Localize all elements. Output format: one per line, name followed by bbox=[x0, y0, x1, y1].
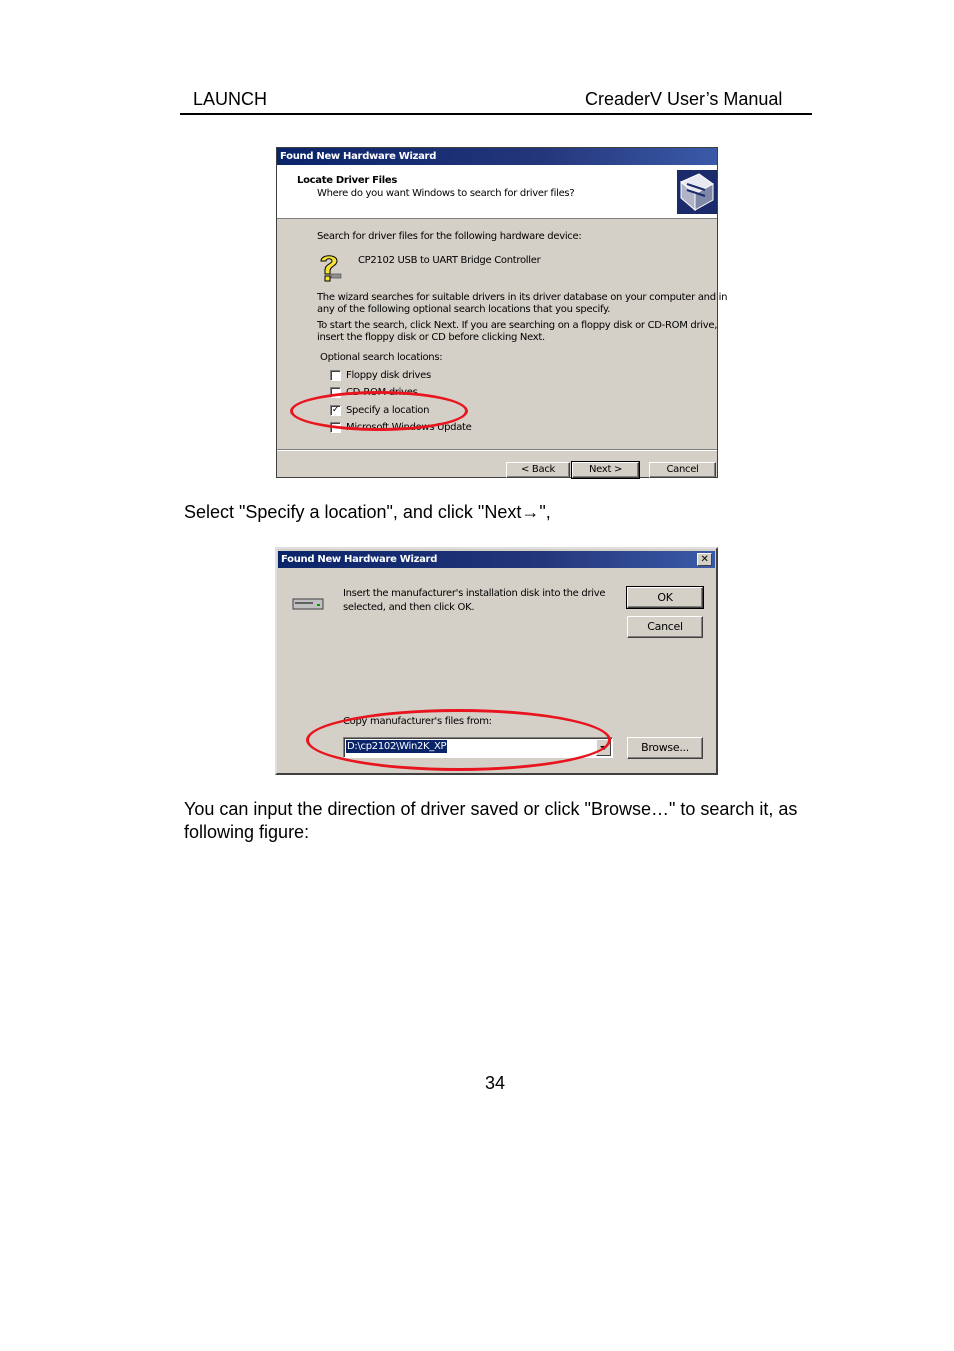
copy-files-from-label: Copy manufacturer's files from: bbox=[343, 716, 492, 727]
dialog2-titlebar: Found New Hardware Wizard bbox=[278, 551, 715, 568]
optional-locations-label: Optional search locations: bbox=[320, 352, 443, 363]
option-windows-update-label: Microsoft Windows Update bbox=[346, 422, 472, 433]
dialog1-titlebar: Found New Hardware Wizard bbox=[277, 148, 717, 165]
wizard-dialog-locate-driver bbox=[276, 147, 728, 478]
back-button[interactable]: < Back bbox=[506, 462, 570, 478]
checkbox-specify-location[interactable]: ✓ bbox=[331, 405, 340, 415]
desc1-line1: The wizard searches for suitable drivers in its driver database on your computer and in bbox=[317, 292, 728, 303]
cancel-button[interactable]: Cancel bbox=[627, 616, 703, 638]
cancel-button[interactable]: Cancel bbox=[649, 462, 716, 478]
header-rule bbox=[180, 113, 812, 115]
instruction-specify-location: Select "Specify a location", and click "Next→", bbox=[184, 502, 551, 522]
hardware-wizard-icon bbox=[677, 170, 717, 214]
highlight-circle-path-field bbox=[306, 709, 611, 771]
dialog2-message-line1: Insert the manufacturer's installation disk into the drive bbox=[343, 588, 606, 599]
desc1-line2: any of the following optional search locations that you specify. bbox=[317, 304, 611, 315]
wizard-dialog-insert-disk bbox=[275, 547, 718, 775]
disk-drive-icon bbox=[292, 596, 324, 612]
dialog2-message-line2: selected, and then click OK. bbox=[343, 602, 475, 613]
device-name: CP2102 USB to UART Bridge Controller bbox=[358, 255, 541, 266]
option-specify-location-label: Specify a location bbox=[346, 405, 430, 416]
highlight-circle-specify-location bbox=[290, 391, 468, 431]
dialog1-heading: Locate Driver Files bbox=[297, 175, 398, 186]
desc2-line2: insert the floppy disk or CD before clicking Next. bbox=[317, 332, 545, 343]
dialog1-header-panel bbox=[277, 165, 717, 219]
unknown-device-question-icon bbox=[317, 252, 343, 284]
desc2-line1: To start the search, click Next. If you are searching on a floppy disk or CD-ROM drive, bbox=[317, 320, 718, 331]
next-button[interactable]: Next > bbox=[572, 462, 639, 478]
header-left-brand: LAUNCH bbox=[193, 89, 268, 109]
close-icon[interactable]: ✕ bbox=[697, 553, 712, 566]
header-right-title: CreaderV User’s Manual bbox=[585, 89, 783, 109]
option-floppy-label: Floppy disk drives bbox=[346, 370, 431, 381]
ok-button[interactable]: OK bbox=[627, 587, 703, 608]
search-for-label: Search for driver files for the following hardware device: bbox=[317, 231, 582, 242]
option-cdrom-label: CD-ROM drives bbox=[346, 387, 418, 398]
page-number: 34 bbox=[484, 1073, 506, 1093]
dialog1-subheading: Where do you want Windows to search for driver files? bbox=[317, 188, 575, 199]
path-value: D:\cp2102\Win2K_XP bbox=[347, 741, 447, 752]
browse-button[interactable]: Browse... bbox=[627, 737, 703, 759]
checkbox-floppy[interactable] bbox=[330, 370, 341, 381]
dialog1-button-separator bbox=[277, 449, 717, 451]
instruction-browse: You can input the direction of driver saved or click "Browse…" to search it, as following figure: bbox=[184, 799, 798, 842]
